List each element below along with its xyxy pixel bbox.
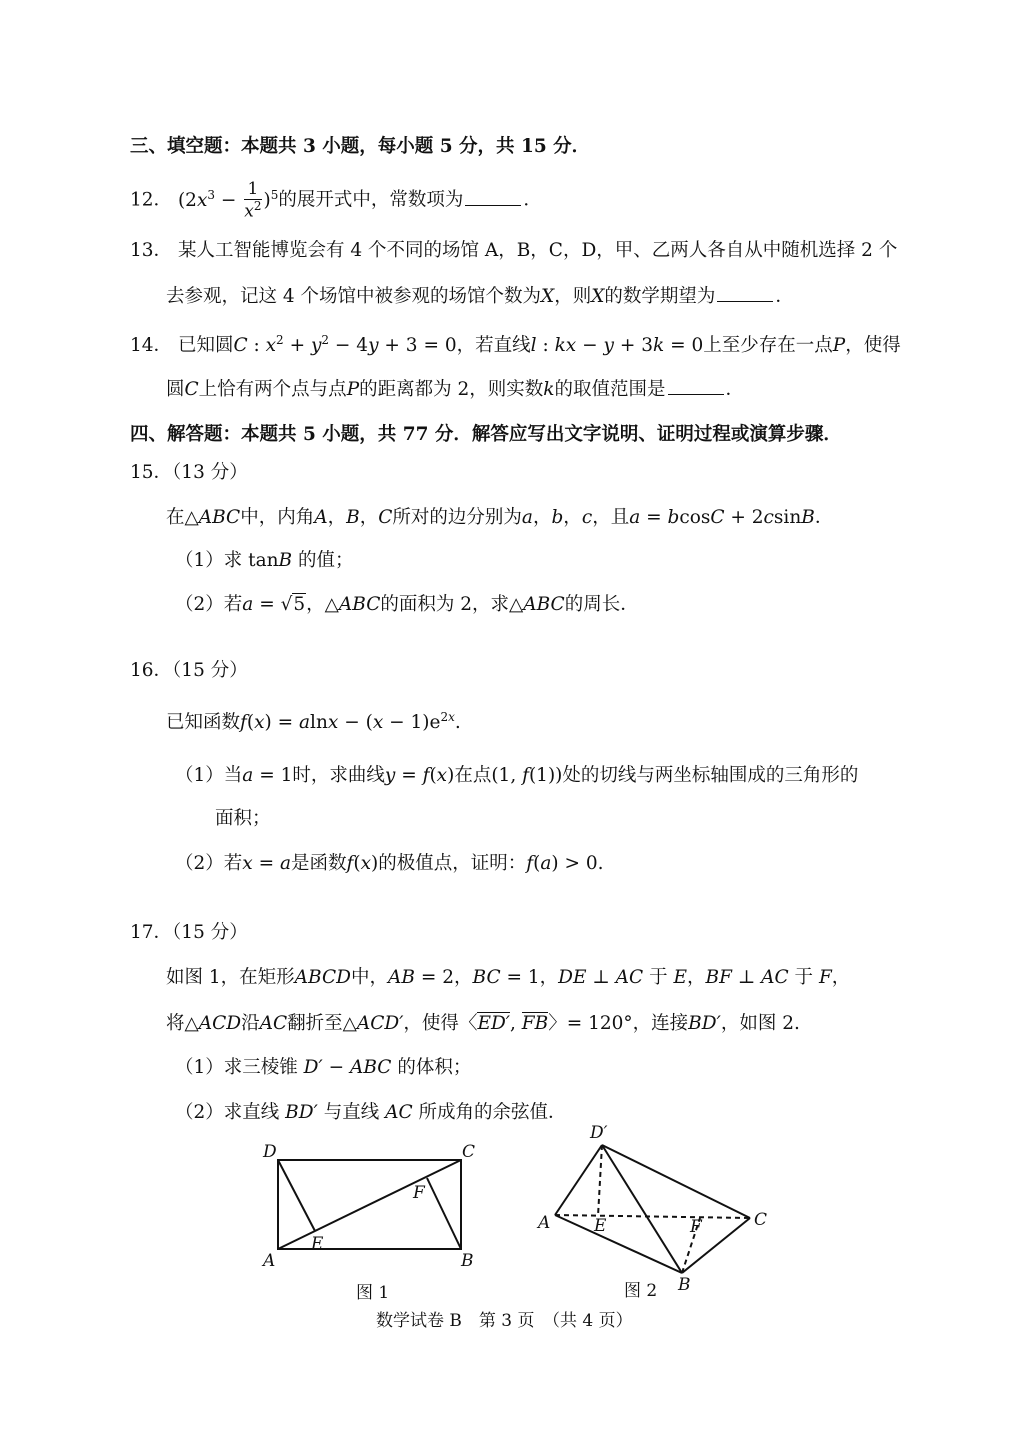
label-B: B (461, 1251, 474, 1271)
q16-score: （15 分） (172, 660, 248, 681)
figure-1-diagram (255, 1135, 495, 1275)
figure-2-caption: 图 2 (624, 1281, 658, 1301)
label-F: F (413, 1183, 425, 1203)
segment-de-hidden (598, 1145, 602, 1216)
q12-number: 12． (130, 189, 173, 211)
question-17-part-1: （1）求三棱锥 D′ − ABC 的体积； (175, 1057, 472, 1078)
q14-number: 14． (130, 335, 173, 357)
label-C: C (462, 1142, 476, 1162)
question-13-line-2: 去参观，记这 4 个场馆中被参观的场馆个数为X，则X的数学期望为 ． (166, 286, 794, 307)
label-B: B (678, 1275, 691, 1293)
question-17-line-2: 将△ACD沿AC翻折至△ACD′，使得〈ED′, FB〉= 120°，连接BD′，如图 2. (166, 1013, 800, 1034)
section-4-title: 四、解答题：本题共 5 小题，共 77 分．解答应写出文字说明、证明过程或演算步骤． (130, 424, 842, 445)
q17-score: （15 分） (172, 922, 248, 943)
figure-1-caption: 图 1 (356, 1283, 390, 1303)
edge-ad (555, 1145, 602, 1215)
segment-bf (427, 1178, 461, 1249)
q14-answer-blank (668, 378, 724, 395)
question-15-stem: 在△ABC中，内角A，B，C所对的边分别为a，b，c，且a = bcosC + 2csinB． (166, 507, 834, 528)
q17-number: 17． (130, 922, 173, 943)
q15-score: （13 分） (172, 462, 248, 483)
label-E: E (594, 1216, 607, 1236)
question-17-header (130, 922, 248, 944)
q12-expression: ($2x^3$ − $\frac{1}{x^2}$ )$^5$ (177, 179, 279, 222)
edge-ac-hidden (555, 1215, 750, 1218)
question-12: 12． ($2x^3$ − $\frac{1}{x^2}$ )$^5$的展开式中，常数项为 ． (130, 179, 542, 222)
label-A: A (263, 1251, 276, 1271)
segment-de (278, 1160, 315, 1231)
q15-number: 15． (130, 462, 173, 483)
question-14-line-1: 14． 已知圆C : $x^2 + y^2 - 4y + 3 = 0$，若直线l : kx − y + 3k = 0上至少存在一点P，使得 (130, 333, 901, 357)
label-C: C (754, 1210, 768, 1230)
question-16-header (130, 660, 248, 682)
figure-2-diagram (530, 1118, 780, 1293)
q13-answer-blank (717, 285, 773, 302)
question-17-line-1: 如图 1，在矩形ABCD中，AB = 2，BC = 1，DE ⊥ AC 于 E，BF ⊥ AC 于 F， (166, 967, 851, 988)
q16-number: 16． (130, 660, 173, 681)
q13-line-1: 某人工智能博览会有 4 个不同的场馆 A，B，C，D，甲、乙两人各自从中随机选择 2 个 (177, 240, 898, 261)
q12-text: 的展开式中，常数项为 (278, 189, 464, 211)
question-15-header (130, 462, 248, 484)
question-15-part-1: （1）求 tanB 的值； (175, 550, 354, 571)
question-15-part-2: （2）若a = √5，△ABC的面积为 2，求△ABC的周长． (175, 594, 639, 615)
diagonal-ac (278, 1160, 461, 1249)
question-16-stem: 已知函数$f(x) = alnx - (x - 1)e^{2x}$. (166, 710, 461, 734)
question-16-part-1-cont: 面积； (215, 808, 271, 829)
q13-number: 13． (130, 240, 173, 261)
label-D: D (263, 1142, 277, 1162)
label-E: E (311, 1234, 324, 1254)
label-A: A (538, 1213, 551, 1233)
question-17-part-2: （2）求直线 BD′ 与直线 AC 所成角的余弦值． (175, 1102, 567, 1123)
q12-answer-blank (465, 189, 521, 206)
question-16-part-1: （1）当a = 1时，求曲线y = f(x)在点(1, f(1))处的切线与两坐标轴围成的三角形的 (175, 765, 859, 786)
page-footer: 数学试卷 B 第 3 页 （共 4 页） (376, 1311, 633, 1331)
section-3-title: 三、填空题：本题共 3 小题，每小题 5 分，共 15 分． (130, 136, 591, 157)
question-16-part-2: （2）若x = a是函数f(x)的极值点，证明：f(a) > 0. (175, 853, 604, 874)
question-13-line-1 (130, 240, 897, 262)
label-F: F (690, 1217, 702, 1237)
label-Dprime: D′ (590, 1123, 608, 1143)
question-14-line-2: 圆C上恰有两个点与点P的距离都为 2，则实数k的取值范围是 ． (166, 379, 745, 400)
